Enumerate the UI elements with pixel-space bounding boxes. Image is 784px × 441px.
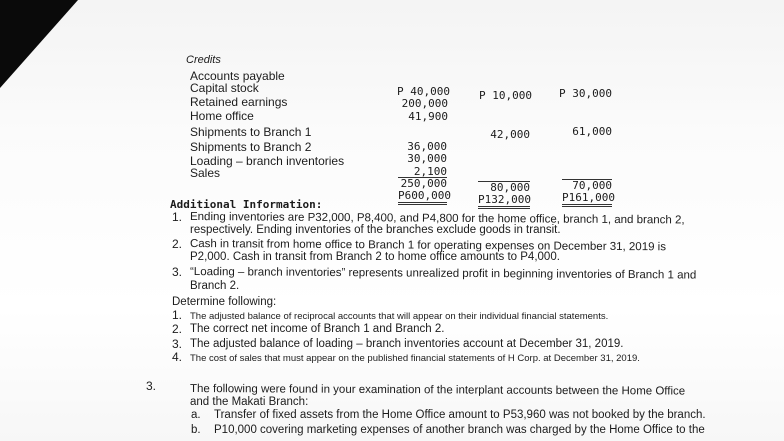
- total-amount: P600,000: [398, 190, 447, 205]
- list-number: 3.: [172, 265, 183, 279]
- amount: 42,000: [490, 128, 530, 141]
- list-item-text: Cash in transit from home office to Branch 1 for operating expenses on December 31, 2019 is: [189, 238, 667, 254]
- list-item-text: P2,000. Cash in transit from Branch 2 to home office amounts to P4,000.: [190, 251, 560, 263]
- account-label: Shipments to Branch 2: [190, 140, 312, 154]
- list-item-text: “Loading – branch inventories” represents unrealized profit in beginning inventories of Branch 1 and: [189, 266, 697, 282]
- list-item-text: Branch 2.: [190, 280, 240, 292]
- amount: 41,900: [408, 110, 448, 123]
- list-item-text: The adjusted balance of loading – branch inventories account at December 31, 2019.: [190, 338, 624, 350]
- amount: 70,000: [562, 179, 612, 192]
- list-number: 3.: [172, 337, 183, 351]
- list-item-text: Transfer of fixed assets from the Home Office amount to P53,960 was not booked by the branch.: [214, 409, 706, 421]
- account-label: Retained earnings: [190, 95, 288, 109]
- amount: 36,000: [407, 140, 447, 153]
- amount: 30,000: [407, 152, 447, 165]
- list-item-text: P10,000 covering marketing expenses of another branch was charged by the Home Office to the: [214, 424, 705, 436]
- list-item-text: The adjusted balance of reciprocal accounts that will appear on their individual financial statements.: [190, 311, 609, 322]
- problem-text: and the Makati Branch:: [190, 396, 309, 408]
- credits-heading: Credits: [186, 54, 221, 66]
- account-label: Shipments to Branch 1: [190, 125, 312, 139]
- amount: P 30,000: [559, 87, 612, 100]
- problem-number: 3.: [146, 379, 157, 393]
- list-item-text: Ending inventories are P32,000, P8,400, and P4,800 for the home office, branch 1, and branch 2,: [189, 211, 685, 227]
- amount: 250,000: [398, 177, 447, 190]
- additional-info-heading: Additional Information:: [170, 198, 323, 211]
- account-label: Capital stock: [190, 81, 259, 95]
- list-letter: b.: [191, 424, 201, 436]
- list-number: 1.: [172, 210, 183, 224]
- list-letter: a.: [191, 409, 201, 421]
- account-label: Sales: [190, 166, 221, 180]
- amount: P 10,000: [479, 89, 532, 102]
- account-label: Accounts payable: [190, 69, 285, 83]
- account-label: Home office: [190, 109, 254, 123]
- list-number: 4.: [172, 350, 183, 364]
- list-number: 2.: [172, 237, 183, 251]
- amount: P 40,000: [397, 85, 450, 98]
- list-item-text: The correct net income of Branch 1 and Branch 2.: [190, 323, 445, 335]
- page-corner-shadow: [0, 0, 78, 88]
- amount: 80,000: [478, 181, 530, 194]
- list-number: 1.: [172, 308, 183, 322]
- total-amount: P161,000: [562, 192, 612, 207]
- amount: 200,000: [401, 97, 448, 110]
- list-item-text: The cost of sales that must appear on the published financial statements of H Corp. at December 31, 2019.: [190, 353, 640, 364]
- problem-text: The following were found in your examination of the interplant accounts between the Home Office: [189, 383, 686, 398]
- list-number: 2.: [172, 322, 183, 336]
- amount: 2,100: [413, 165, 447, 178]
- amount: 61,000: [572, 125, 612, 138]
- list-item-text: respectively. Ending inventories of the branches exclude goods in transit.: [190, 224, 561, 236]
- determine-heading: Determine following:: [172, 296, 277, 308]
- account-label: Loading – branch inventories: [190, 154, 345, 168]
- total-amount: P132,000: [478, 194, 530, 209]
